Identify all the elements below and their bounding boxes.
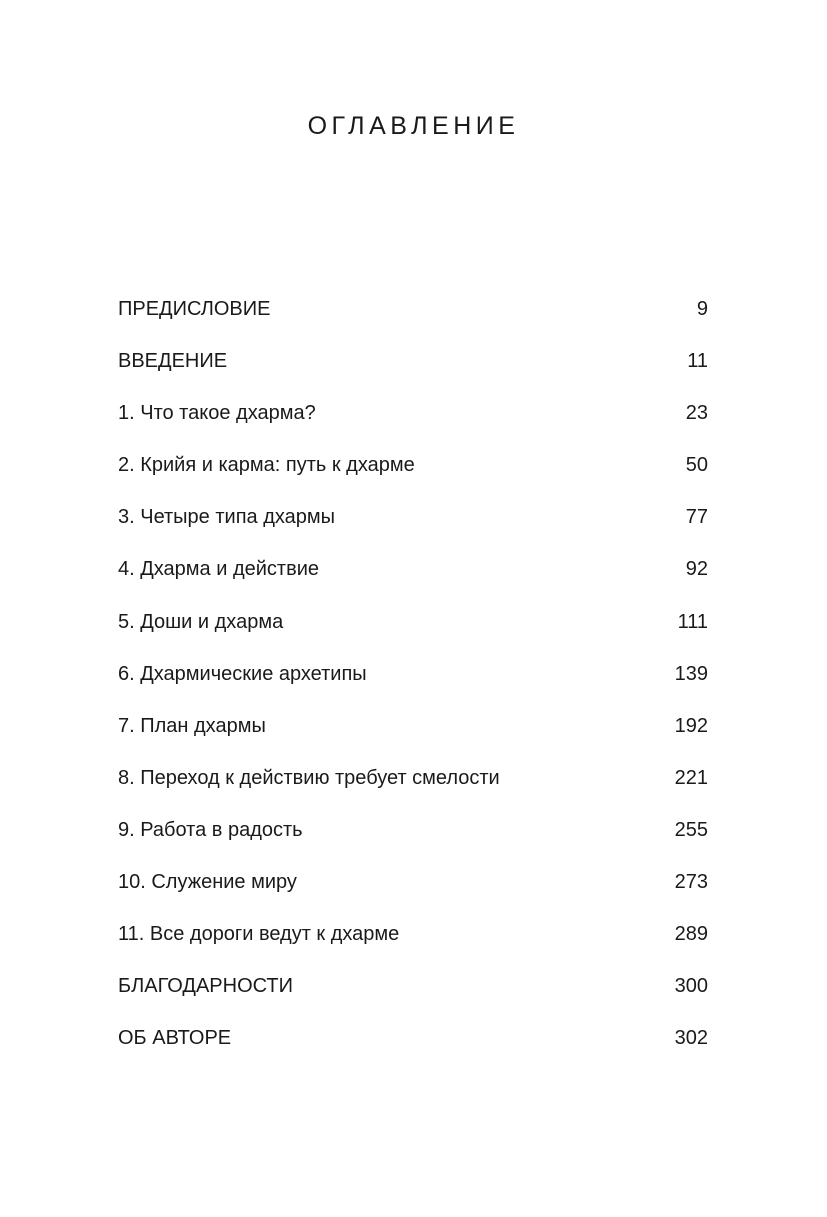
toc-entry-title: ОБ АВТОРЕ	[118, 1027, 232, 1050]
toc-entry-chapter-5[interactable]	[118, 606, 708, 658]
toc-entry-chapter-4[interactable]	[118, 553, 708, 605]
toc-entry-title: ПРЕДИСЛОВИЕ	[118, 298, 271, 320]
page-title: ОГЛАВЛЕНИЕ	[307, 112, 520, 140]
toc-entry-chapter-11[interactable]	[118, 918, 708, 970]
toc-entry-title: БЛАГОДАРНОСТИ	[118, 975, 294, 998]
toc-entry-page: 50	[685, 454, 708, 477]
toc-entry-page: 77	[685, 506, 708, 529]
toc-entry-page: 300	[674, 975, 708, 998]
toc-entry-about-author[interactable]	[118, 1022, 708, 1074]
toc-entry-introduction[interactable]	[118, 345, 708, 397]
toc-entry-chapter-9[interactable]	[118, 814, 708, 866]
toc-entry-page: 139	[674, 662, 708, 685]
toc-entry-page: 92	[685, 558, 708, 581]
toc-entry-chapter-8[interactable]	[118, 762, 708, 814]
toc-entry-page: 23	[685, 402, 708, 425]
toc-entry-chapter-7[interactable]	[118, 710, 708, 762]
toc-entry-title: 11. Все дороги ведут к дхарме	[118, 923, 400, 946]
toc-entry-chapter-1[interactable]	[118, 397, 708, 449]
toc-entry-title: ВВЕДЕНИЕ	[118, 350, 228, 373]
toc-entry-page: 302	[674, 1027, 708, 1050]
toc-entry-page: 255	[674, 818, 708, 841]
toc-entry-title: 7. План дхармы	[118, 714, 266, 737]
toc-entry-preface[interactable]	[118, 293, 708, 345]
toc-entry-page: 289	[674, 923, 708, 946]
toc-entry-page: 11	[687, 350, 708, 373]
toc-entry-page: 192	[674, 714, 708, 737]
toc-entry-page: 111	[677, 610, 708, 633]
toc-entry-title: 8. Переход к действию требует смелости	[118, 766, 500, 789]
toc-entry-acknowledgements[interactable]	[118, 970, 708, 1022]
toc-entry-page: 9	[696, 298, 708, 320]
toc-entry-title: 1. Что такое дхарма?	[118, 402, 316, 425]
toc-entry-page: 221	[674, 766, 708, 789]
toc-entry-chapter-3[interactable]	[118, 501, 708, 553]
toc-entry-chapter-10[interactable]	[118, 866, 708, 918]
toc-entry-title: 6. Дхармические архетипы	[118, 662, 367, 685]
toc-entry-title: 5. Доши и дхарма	[118, 610, 284, 633]
toc-entry-title: 9. Работа в радость	[118, 818, 303, 841]
toc-entry-title: 2. Крийя и карма: путь к дхарме	[118, 454, 415, 477]
table-of-contents	[118, 293, 708, 1074]
toc-entry-page: 273	[674, 871, 708, 894]
toc-entry-title: 10. Служение миру	[118, 871, 297, 894]
toc-entry-title: 3. Четыре типа дхармы	[118, 506, 336, 529]
toc-entry-chapter-2[interactable]	[118, 449, 708, 501]
toc-entry-chapter-6[interactable]	[118, 658, 708, 710]
toc-entry-title: 4. Дхарма и действие	[118, 558, 320, 581]
